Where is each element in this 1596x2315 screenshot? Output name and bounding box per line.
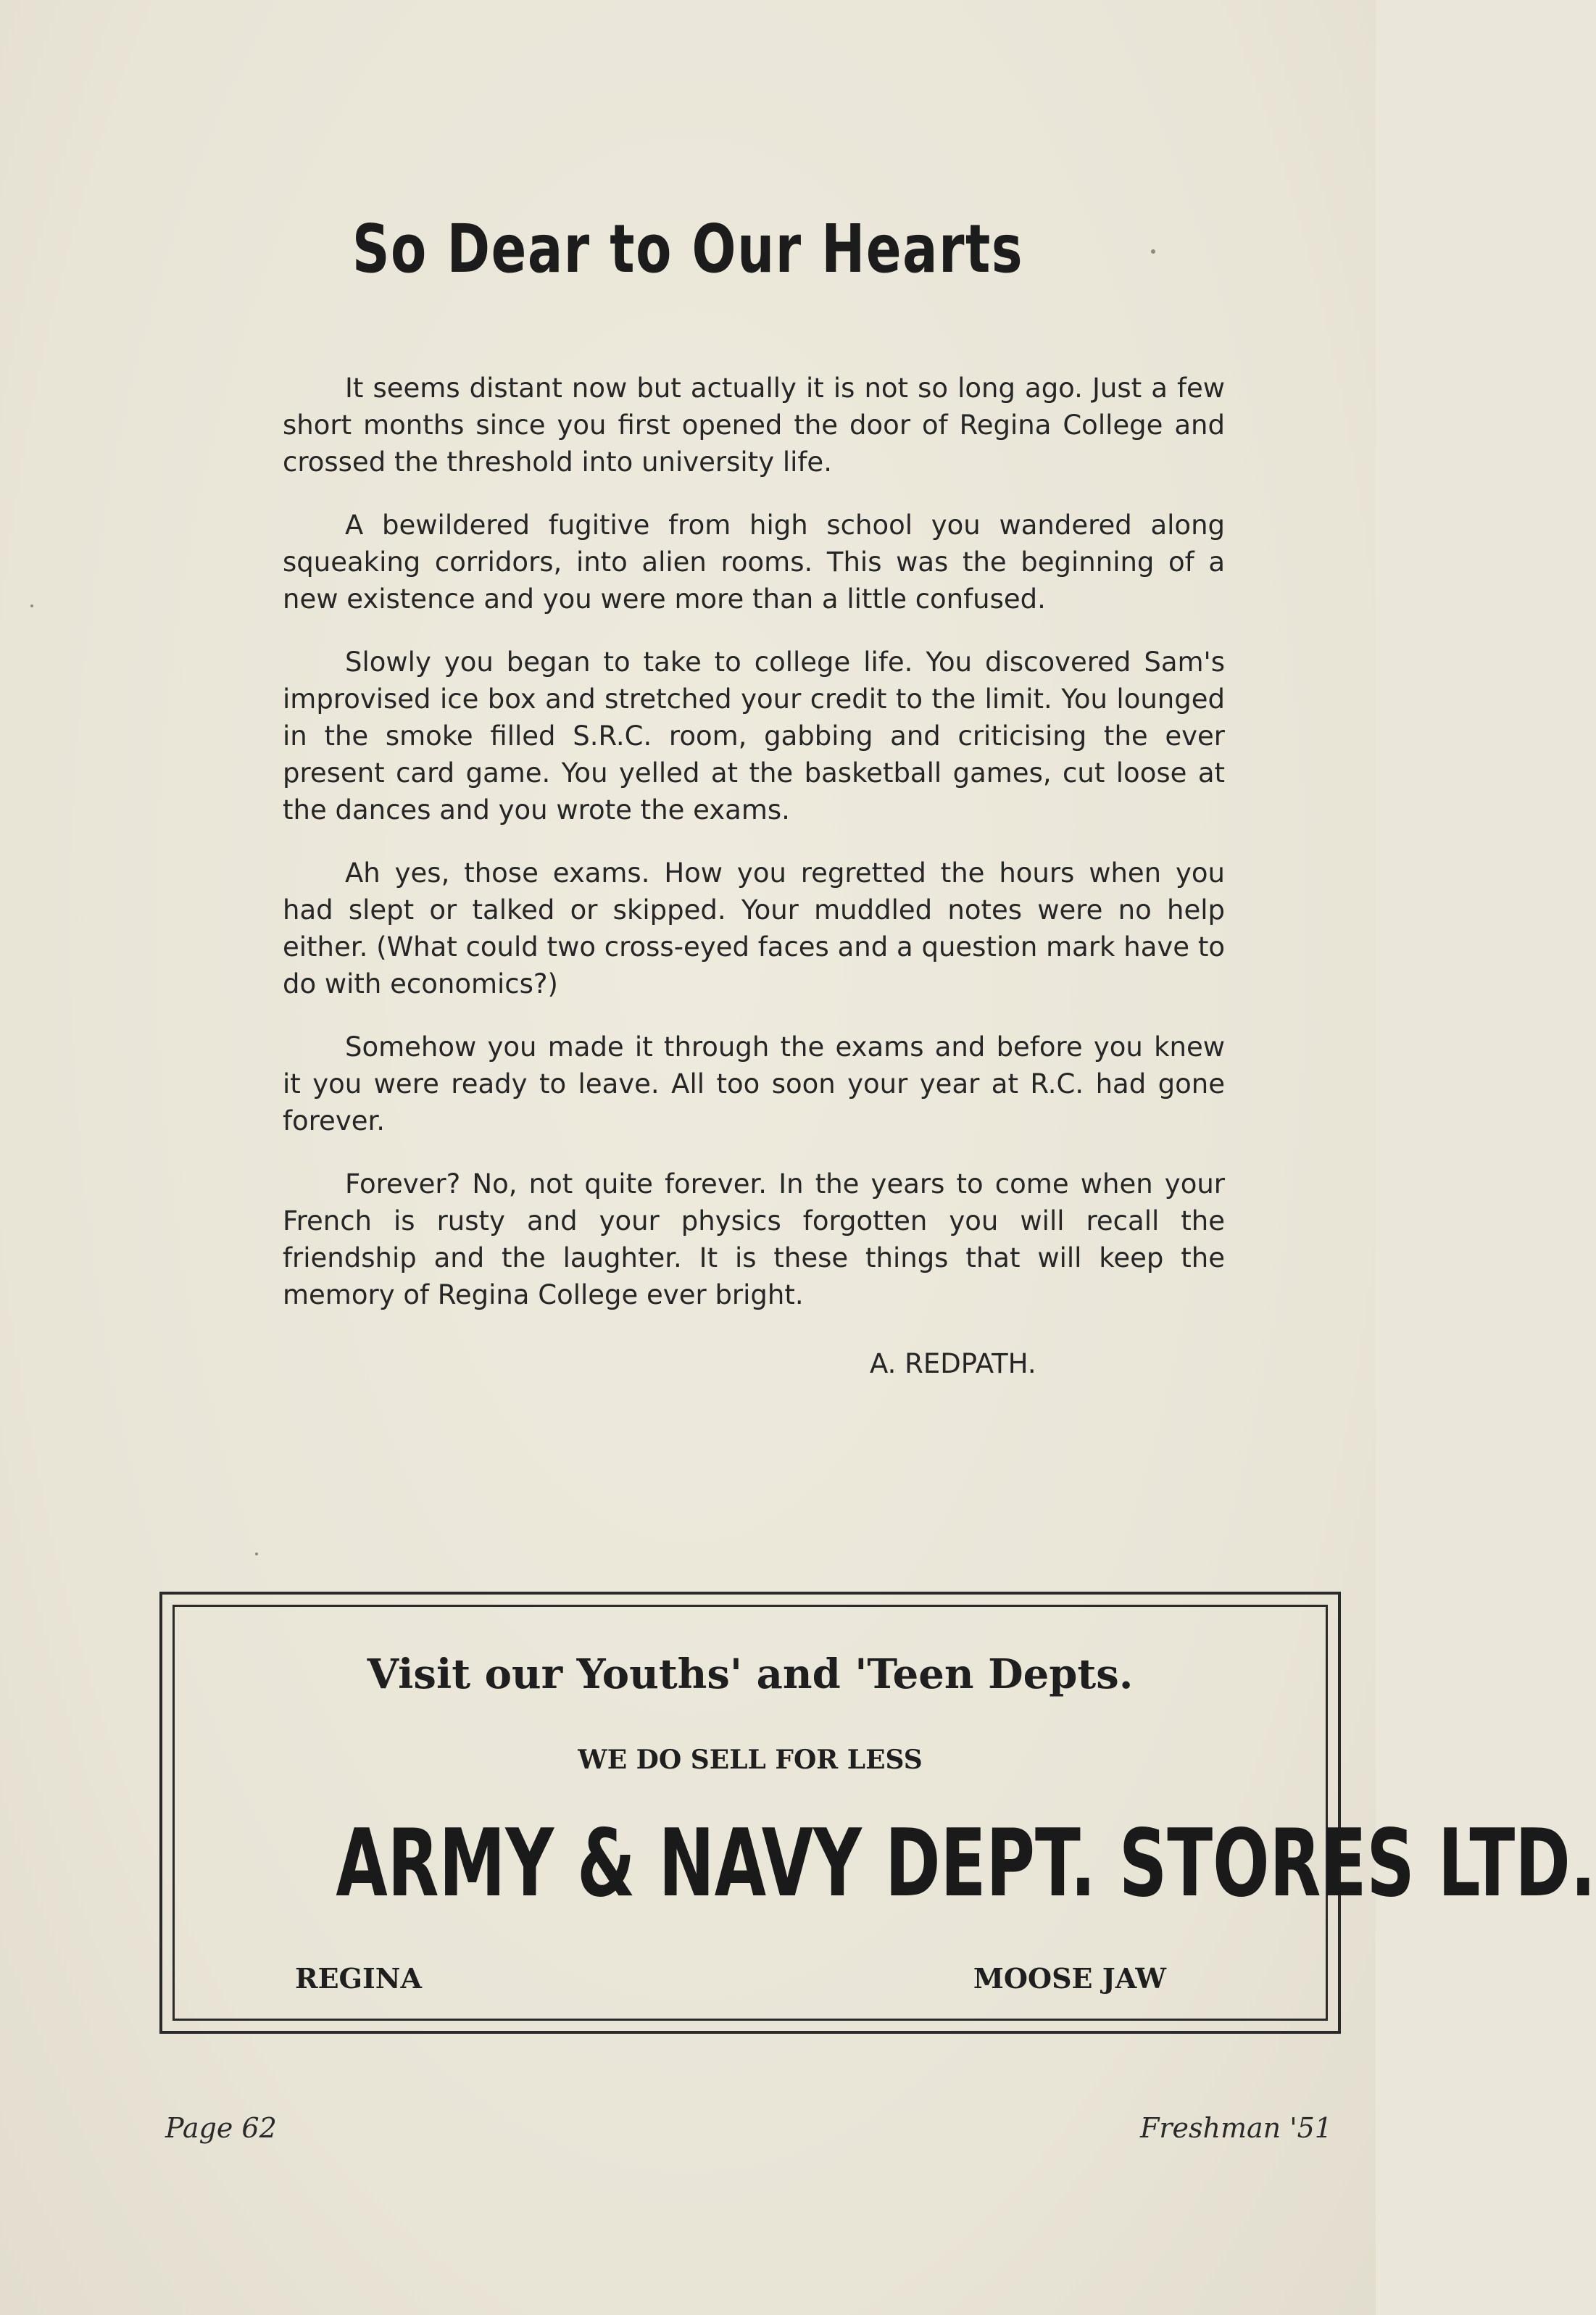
article-paragraph: Ah yes, those exams. How you regretted the hours when you had slept or talked or skipped. Your muddled notes were no help either. (What could two cross-eyed faces and a question mark have to do with economics?) — [283, 857, 1225, 999]
ad-heading: Visit our Youths' and 'Teen Depts. — [367, 1650, 1134, 1698]
article-paragraph: A bewildered fugitive from high school you wandered along squeaking corridors, into alien rooms. This was the beginning of a new existence and you were more than a little confused. — [283, 510, 1225, 615]
advertisement-box — [159, 1592, 1596, 2034]
article-paragraph: It seems distant now but actually it is not so long ago. Just a few short months since you first opened the door of Regina College and crossed the threshold into university life. — [283, 373, 1225, 478]
publication-name: Freshman '51 — [1139, 2112, 1332, 2144]
ad-city-regina: REGINA — [295, 1962, 422, 1995]
paper-speck — [1151, 249, 1155, 254]
paper-speck — [255, 1553, 258, 1555]
advertisement-inner-border — [173, 1605, 1596, 2021]
ad-city-moose-jaw: MOOSE JAW — [973, 1962, 1166, 1995]
ad-store-name: ARMY & NAVY DEPT. STORES LTD. — [336, 1810, 1596, 1918]
ad-tagline: WE DO SELL FOR LESS — [578, 1745, 923, 1775]
article-paragraph: Forever? No, not quite forever. In the years to come when your French is rusty and your physics forgotten you will recall the friendship and the laughter. It is these things that will keep the memory of Regina College ever bright. — [283, 1168, 1225, 1310]
article-paragraph: Somehow you made it through the exams and before you knew it you were ready to leave. All too soon your year at R.C. had gone forever. — [283, 1031, 1225, 1136]
article-body — [283, 370, 1225, 1339]
page-number: Page 62 — [165, 2112, 277, 2144]
article-paragraph: Slowly you began to take to college life. You discovered Sam's improvised ice box and stretched your credit to the limit. You lounged in the smoke filled S.R.C. room, gabbing and criticising the ever present card game. You yelled at the basketball games, cut loose at the dances and you wrote the exams. — [283, 647, 1225, 826]
author-signature: A. REDPATH. — [870, 1348, 1036, 1379]
article-title: So Dear to Our Hearts — [352, 210, 1024, 288]
paper-speck — [30, 604, 33, 607]
